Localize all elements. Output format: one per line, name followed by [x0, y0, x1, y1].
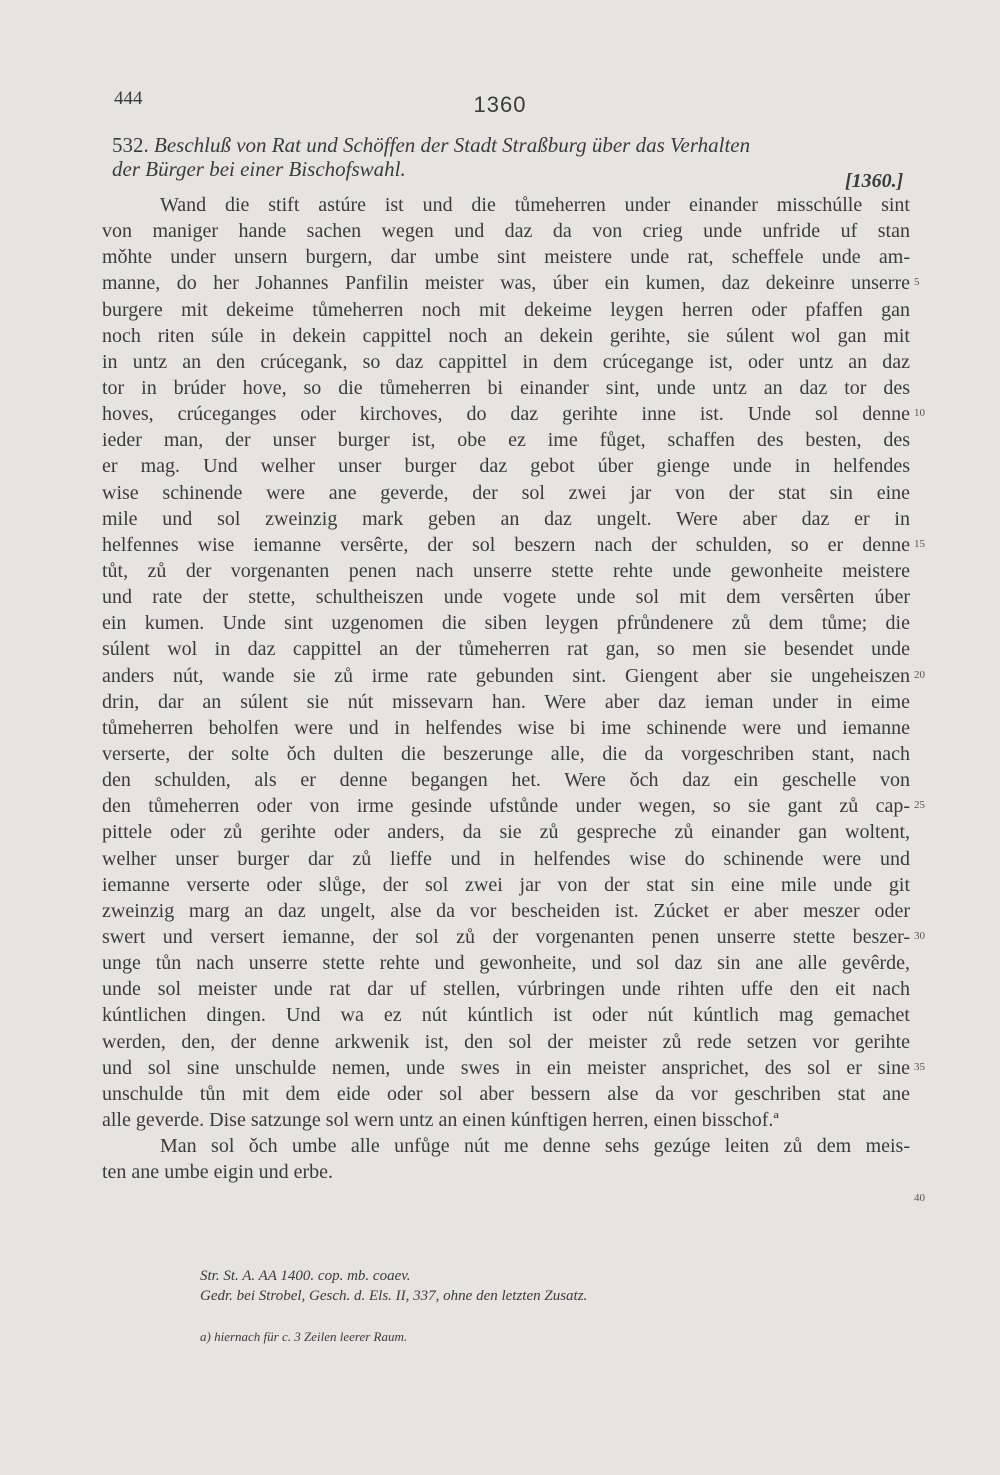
document-date: [1360.]: [845, 170, 904, 192]
text-line: zweinzig marg an daz ungelt, alse da vor bescheiden ist. Zúcket er aber meszer oder: [102, 899, 910, 922]
text-line: iemanne verserte oder slůge, der sol zwei jar von der stat sin eine mile unde git: [102, 873, 910, 896]
running-header-year: 1360: [473, 92, 527, 117]
margin-line-number: 30: [914, 930, 925, 943]
text-line: den schulden, als er denne begangen het. Were ǒch daz ein geschelle von: [102, 769, 910, 792]
margin-line-number: 15: [914, 537, 925, 550]
text-line: manne, do her Johannes Panfilin meister was, úber ein kumen, daz dekeinre unserre: [102, 272, 910, 295]
text-line: unschulde tůn mit dem eide oder sol aber bessern alse da vor geschriben stat ane: [102, 1082, 910, 1105]
text-line: Wand die stift astúre ist und die tůmeherren under einander misschúlle sint: [160, 194, 910, 216]
text-line: welher unser burger dar zů lieffe und in helfendes wise do schinende were und: [102, 847, 910, 870]
text-line: anders nút, wande sie zů irme rate gebunden sint. Giengent aber sie ungeheiszen: [102, 664, 910, 687]
text-line: ten ane umbe eigin und erbe.: [102, 1161, 334, 1184]
text-line: in untz an den crúcegank, so daz cappittel in dem crúcegange ist, oder untz an daz: [102, 350, 910, 373]
margin-line-number: 10: [914, 407, 925, 420]
text-line: noch riten súle in dekein cappittel noch an dekein gerihte, sie súlent wol gan mit: [102, 324, 910, 347]
text-line: und rate der stette, schultheiszen unde vogete unde sol mit dem versêrten úber: [102, 586, 910, 609]
page-number: 444: [114, 88, 143, 109]
margin-line-number: 20: [914, 668, 925, 681]
text-line: mǒhte under unsern burgern, dar umbe sint meistere unde rat, scheffele unde am-: [102, 246, 910, 269]
text-line: und sol sine unschulde nemen, unde swes in ein meister ansprichet, des sol er sine: [102, 1056, 910, 1079]
text-line: kúntlichen dingen. Und wa ez nút kúntlich ist oder nút kúntlich mag gemachet: [102, 1004, 910, 1027]
source-line: Gedr. bei Strobel, Gesch. d. Els. II, 337, ohne den letzten Zusatz.: [200, 1288, 588, 1304]
source-references: [200, 1266, 587, 1306]
text-line: unde sol meister unde rat dar uf stellen, vúrbringen unde rihten uffe den eit nach: [102, 978, 910, 1001]
text-line: werden, den, der denne arkwenik ist, den sol der meister zů rede setzen vor gerihte: [102, 1030, 910, 1053]
text-line: drin, dar an súlent sie nút missevarn han. Were aber daz ieman under in eime: [102, 690, 910, 713]
text-line: burgere mit dekeime tůmeherren noch mit dekeime leygen herren oder pfaffen gan: [102, 298, 910, 321]
text-line: swert und versert iemanne, der sol zů der vorgenanten penen unserre stette beszer-: [102, 925, 910, 948]
document-title-line2: der Bürger bei einer Bischofswahl.: [112, 157, 406, 181]
text-line: ieder man, der unser burger ist, obe ez ime fůget, schaffen des besten, des: [102, 429, 910, 452]
text-line: wise schinende were ane geverde, der sol zwei jar von der stat sin eine: [102, 481, 910, 504]
document-title-line1: Beschluß von Rat und Schöffen der Stadt Straßburg über das Verhalten: [154, 133, 751, 157]
text-line: súlent wol in daz cappittel an der tůmeherren rat gan, so men sie besendet unde: [102, 638, 910, 661]
margin-line-number: 25: [914, 799, 925, 812]
text-line: Man sol ǒch umbe alle unfůge nút me denne sehs gezúge leiten zů dem meis-: [160, 1135, 910, 1158]
document-number: 532.: [112, 133, 149, 157]
text-line: tůmeherren beholfen were und in helfendes wise bi ime schinende were und iemanne: [102, 716, 910, 739]
margin-line-number: 5: [914, 276, 920, 289]
source-line: Str. St. A. AA 1400. cop. mb. coaev.: [200, 1268, 411, 1284]
text-line: pittele oder zů gerihte oder anders, da sie zů gespreche zů einander gan woltent,: [102, 821, 910, 844]
text-line: den tůmeherren oder von irme gesinde ufstůnde under wegen, so sie gant zů cap-: [102, 795, 910, 818]
text-line: ein kumen. Unde sint uzgenomen die siben leygen pfrůndenere zů dem tůme; die: [102, 612, 910, 635]
text-line: er mag. Und welher unser burger daz gebot úber gienge unde in helfendes: [102, 455, 910, 478]
document-heading: [112, 133, 922, 181]
text-line: alle geverde. Dise satzunge sol wern untz an einen kúnftigen herren, einen bisschof.ª: [102, 1108, 779, 1131]
text-line: unge tůn nach unserre stette rehte und gewonheite, und sol daz sin ane alle gevêrde,: [102, 952, 910, 975]
text-line: mile und sol zweinzig mark geben an daz ungelt. Were aber daz er in: [102, 507, 910, 530]
text-line: tor in brúder hove, so die tůmeherren bi einander sint, unde untz an daz tor des: [102, 376, 910, 399]
margin-line-number: 40: [914, 1191, 925, 1204]
text-line: tůt, zů der vorgenanten penen nach unserre stette rehte unde gewonheite meistere: [102, 559, 910, 582]
text-line: verserte, der solte ǒch dulten die beszerunge alle, die da vorgeschriben stant, nach: [102, 742, 910, 765]
body-text: [102, 192, 910, 1185]
text-line: helfennes wise iemanne versêrte, der sol beszern nach der schulden, so er denne: [102, 533, 910, 556]
footnote: a) hiernach für c. 3 Zeilen leerer Raum.: [200, 1329, 408, 1344]
margin-line-number: 35: [914, 1060, 925, 1073]
text-line: hoves, crúceganges oder kirchoves, do daz gerihte inne ist. Unde sol denne: [102, 403, 910, 426]
text-line: von maniger hande sachen wegen und daz da von crieg unde unfride uf stan: [102, 220, 910, 243]
